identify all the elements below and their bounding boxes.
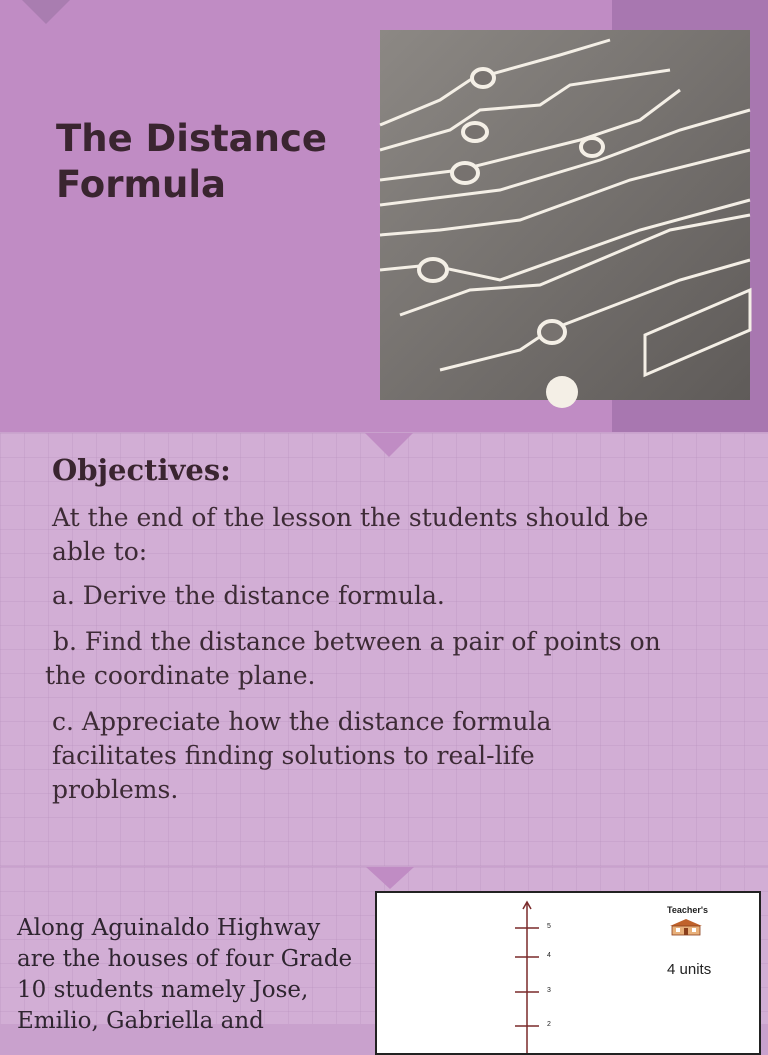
circuit-board-image [380, 30, 750, 400]
tick-label-3: 3 [547, 987, 551, 994]
tick-label-5: 5 [547, 923, 551, 930]
teachers-house-label: Teacher's [667, 905, 708, 915]
objectives-slide [0, 433, 768, 866]
problem-slide [0, 867, 768, 1034]
circuit-illustration [380, 30, 750, 400]
objectives-heading: Objectives: [52, 453, 231, 487]
distance-label: 4 units [667, 961, 712, 978]
tick-label-4: 4 [547, 952, 551, 959]
number-line-figure [375, 891, 761, 1055]
title-slide [0, 0, 768, 432]
decorative-triangle [366, 867, 414, 889]
tick-label-2: 2 [547, 1021, 551, 1028]
decorative-triangle [365, 433, 413, 457]
objective-item-a: a. Derive the distance formula. [52, 581, 445, 610]
objective-item-b: b. Find the distance between a pair of points on the coordinate plane. [45, 627, 661, 690]
decorative-triangle [22, 0, 70, 24]
house-icon [668, 918, 704, 936]
slide-title: The Distance Formula [56, 117, 327, 206]
objectives-intro: At the end of the lesson the students should be able to: [52, 503, 649, 566]
problem-text: Along Aguinaldo Highway are the houses of four Grade 10 students namely Jose, Emilio, Gabriella and [17, 915, 353, 1034]
objective-item-c: c. Appreciate how the distance formula facilitates finding solutions to real-life problems. [52, 707, 552, 804]
